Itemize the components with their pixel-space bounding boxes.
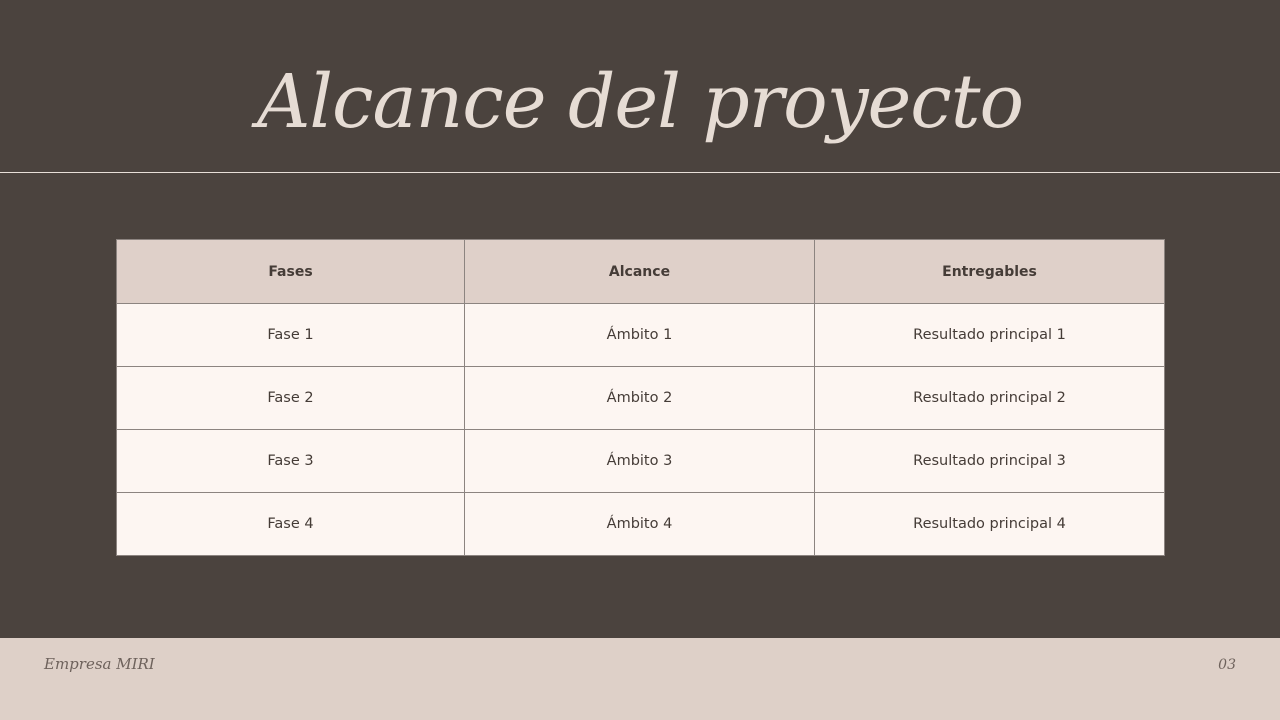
- footer-bar: [0, 638, 1280, 720]
- table-row: [117, 304, 1165, 367]
- table-header-row: [117, 240, 1165, 304]
- table-row: [117, 430, 1165, 493]
- cell-scope: Ámbito 4: [465, 493, 815, 556]
- cell-scope: Ámbito 1: [465, 304, 815, 367]
- title-divider: [0, 172, 1280, 173]
- cell-deliverable: Resultado principal 1: [815, 304, 1165, 367]
- table-row: [117, 367, 1165, 430]
- header-deliverables: Entregables: [815, 240, 1165, 304]
- scope-table: [116, 239, 1165, 556]
- cell-phase: Fase 1: [117, 304, 465, 367]
- table-row: [117, 493, 1165, 556]
- cell-phase: Fase 2: [117, 367, 465, 430]
- cell-scope: Ámbito 2: [465, 367, 815, 430]
- cell-deliverable: Resultado principal 3: [815, 430, 1165, 493]
- page-number: 03: [1218, 657, 1236, 673]
- company-name: Empresa MIRI: [44, 655, 155, 673]
- header-scope: Alcance: [465, 240, 815, 304]
- header-phases: Fases: [117, 240, 465, 304]
- cell-scope: Ámbito 3: [465, 430, 815, 493]
- slide-title: Alcance del proyecto: [256, 59, 1024, 145]
- cell-deliverable: Resultado principal 2: [815, 367, 1165, 430]
- cell-phase: Fase 3: [117, 430, 465, 493]
- scope-table-container: [116, 239, 1164, 556]
- cell-deliverable: Resultado principal 4: [815, 493, 1165, 556]
- cell-phase: Fase 4: [117, 493, 465, 556]
